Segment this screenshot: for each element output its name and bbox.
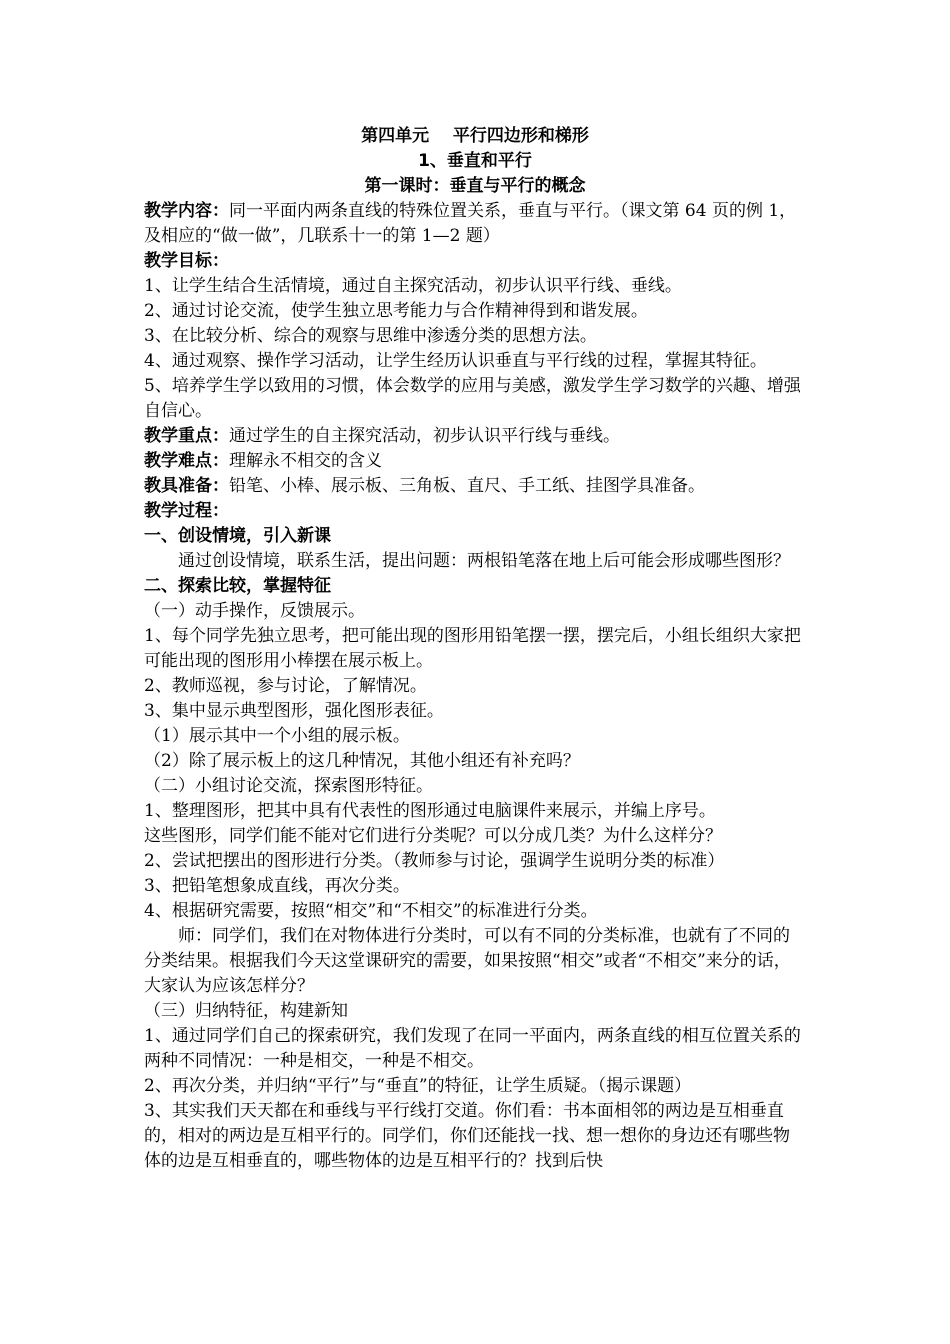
sec1-heading: （一）动手操作，反馈展示。 bbox=[144, 601, 365, 621]
teaching-content-label: 教学内容： bbox=[144, 201, 229, 221]
difficulty-label: 教学难点： bbox=[144, 451, 229, 471]
title-block bbox=[0, 124, 950, 199]
teacher-text: 师：同学们，我们在对物体进行分类时，可以有不同的分类标准，也就有了不同的分类结果。根据我们今天这堂课研究的需要，如果按照“相交”或者“不相交”来分的话，大家认为应该怎样分？ bbox=[144, 926, 791, 996]
document-body bbox=[144, 199, 806, 1174]
difficulty bbox=[144, 449, 806, 474]
goal-item-1: 1、让学生结合生活情境，通过自主探究活动，初步认识平行线、垂线。 bbox=[144, 276, 682, 296]
sec2-heading: （二）小组讨论交流，探索图形特征。 bbox=[144, 776, 433, 796]
teaching-content-text: 同一平面内两条直线的特殊位置关系，垂直与平行。（课文第 64 页的例 1，及相应的“做一做”，几联系十一的第 1—2 题） bbox=[144, 201, 797, 246]
lesson-title: 第一课时：垂直与平行的概念 bbox=[364, 176, 586, 196]
tools bbox=[144, 474, 806, 499]
goal-item-4: 4、通过观察、操作学习活动，让学生经历认识垂直与平行线的过程，掌握其特征。 bbox=[144, 351, 767, 371]
sec1-item-3: 3、集中显示典型图形，强化图形表征。 bbox=[144, 701, 444, 721]
part1-text: 通过创设情境，联系生活，提出问题：两根铅笔落在地上后可能会形成哪些图形？ bbox=[178, 551, 790, 571]
part1-title: 一、创设情境，引入新课 bbox=[144, 526, 331, 546]
tools-text: 铅笔、小棒、展示板、三角板、直尺、手工纸、挂图学具准备。 bbox=[229, 476, 705, 496]
sec2-item-1: 1、整理图形，把其中具有代表性的图形通过电脑课件来展示，并编上序号。 bbox=[144, 801, 716, 821]
sec2-item-4: 3、把铅笔想象成直线，再次分类。 bbox=[144, 876, 410, 896]
sec3-item-1: 1、通过同学们自己的探索研究，我们发现了在同一平面内，两条直线的相互位置关系的两种不同情况：一种是相交，一种是不相交。 bbox=[144, 1026, 801, 1071]
teaching-content bbox=[144, 199, 806, 249]
goal-item-5: 5、培养学生学以致用的习惯，体会数学的应用与美感，激发学生学习数学的兴趣、增强自信心。 bbox=[144, 376, 801, 421]
key-point-text: 通过学生的自主探究活动，初步认识平行线与垂线。 bbox=[229, 426, 620, 446]
difficulty-text: 理解永不相交的含义 bbox=[229, 451, 382, 471]
sec1-item-2: 2、教师巡视，参与讨论，了解情况。 bbox=[144, 676, 427, 696]
sec3-item-3: 3、其实我们天天都在和垂线与平行线打交道。你们看：书本面相邻的两边是互相垂直的，相对的两边是互相平行的。同学们，你们还能找一找、想一想你的身边还有哪些物体的边是互相垂直的，哪些物体的边是互相平行的？找到后快 bbox=[144, 1101, 790, 1171]
sec1-item-5: （2）除了展示板上的这几种情况，其他小组还有补充吗？ bbox=[144, 751, 580, 771]
goal-item-3: 3、在比较分析、综合的观察与思维中渗透分类的思想方法。 bbox=[144, 326, 597, 346]
key-point-label: 教学重点： bbox=[144, 426, 229, 446]
sec2-item-5: 4、根据研究需要，按照“相交”和“不相交”的标准进行分类。 bbox=[144, 901, 598, 921]
sec1-item-1: 1、每个同学先独立思考，把可能出现的图形用铅笔摆一摆，摆完后，小组长组织大家把可能出现的图形用小棒摆在展示板上。 bbox=[144, 626, 801, 671]
sec3-item-2: 2、再次分类，并归纳“平行”与“垂直”的特征，让学生质疑。（揭示课题） bbox=[144, 1076, 692, 1096]
section-title: 1、垂直和平行 bbox=[418, 151, 532, 171]
sec1-item-4: （1）展示其中一个小组的展示板。 bbox=[144, 726, 410, 746]
sec3-heading: （三）归纳特征，构建新知 bbox=[144, 1001, 348, 1021]
sec2-item-2: 这些图形，同学们能不能对它们进行分类呢？可以分成几类？为什么这样分？ bbox=[144, 826, 722, 846]
tools-label: 教具准备： bbox=[144, 476, 229, 496]
process-label: 教学过程： bbox=[144, 501, 229, 521]
goal-item-2: 2、通过讨论交流，使学生独立思考能力与合作精神得到和谐发展。 bbox=[144, 301, 648, 321]
part2-title: 二、探索比较，掌握特征 bbox=[144, 576, 331, 596]
unit-title: 第四单元 平行四边形和梯形 bbox=[361, 126, 589, 146]
key-point bbox=[144, 424, 806, 449]
goals-label: 教学目标： bbox=[144, 251, 229, 271]
sec2-item-3: 2、尝试把摆出的图形进行分类。（教师参与讨论，强调学生说明分类的标准） bbox=[144, 851, 725, 871]
